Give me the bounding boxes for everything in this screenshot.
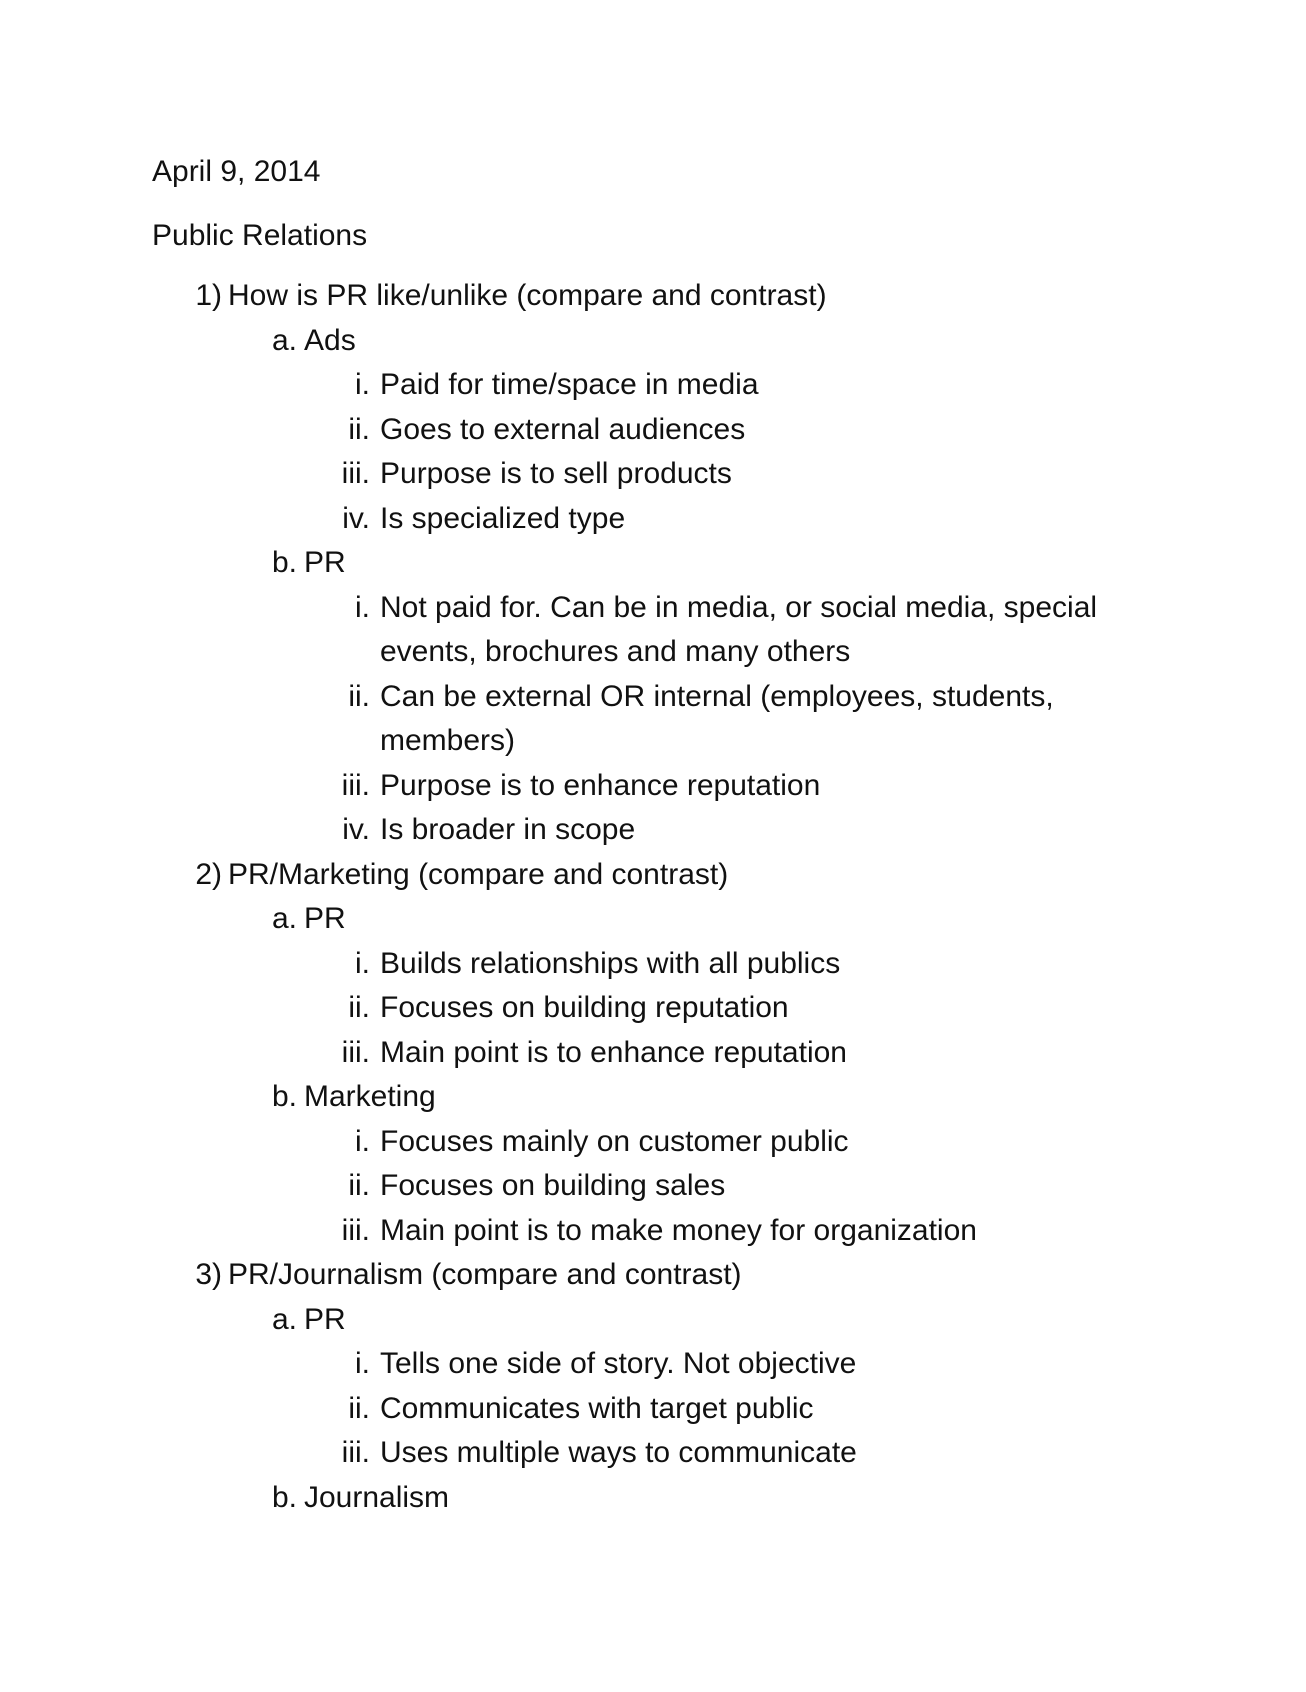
outline-item-text: Purpose is to enhance reputation: [380, 768, 821, 802]
outline-heading: PR/Marketing (compare and contrast): [228, 857, 729, 891]
outline-roman: ii.: [348, 679, 370, 713]
outline-roman: i.: [355, 946, 370, 980]
outline-roman: iii.: [341, 768, 370, 802]
outline-item-text: events, brochures and many others: [380, 635, 851, 668]
outline-item-text: Tells one side of story. Not objective: [380, 1347, 857, 1380]
outline-number: 3): [195, 1258, 222, 1291]
outline-item-text: Focuses on building sales: [380, 1169, 726, 1202]
outline-roman: i.: [355, 1124, 370, 1158]
outline-item-text: Main point is to enhance reputation: [380, 1035, 847, 1069]
outline-subheading: PR: [304, 1302, 346, 1336]
outline-number: 1): [195, 279, 222, 312]
outline-roman: ii.: [348, 1169, 370, 1202]
outline-roman: i.: [355, 1347, 370, 1380]
outline-roman: iii.: [341, 457, 370, 490]
outline-heading: How is PR like/unlike (compare and contrast): [228, 279, 827, 312]
outline-letter: a.: [271, 323, 297, 357]
document-title: Public Relations: [152, 219, 368, 252]
outline-roman: i.: [355, 590, 370, 624]
outline-subheading: Marketing: [304, 1080, 436, 1113]
outline-item-text: Not paid for. Can be in media, or social media, special: [380, 590, 1098, 624]
outline-item-text: Is specialized type: [380, 501, 626, 535]
outline-roman: iii.: [341, 1035, 370, 1069]
outline-roman: ii.: [348, 1391, 370, 1425]
outline-item-text: members): [380, 724, 516, 757]
outline-item-text: Focuses mainly on customer public: [380, 1124, 849, 1158]
outline-item-text: Can be external OR internal (employees, students,: [380, 679, 1054, 713]
outline-item-text: Paid for time/space in media: [380, 368, 759, 401]
outline-letter: b.: [271, 1480, 297, 1514]
outline-letter: b.: [271, 546, 297, 579]
outline-subheading: Journalism: [304, 1480, 450, 1514]
outline-roman: ii.: [348, 991, 370, 1024]
outline-subheading: Ads: [304, 323, 356, 357]
outline-item-text: Uses multiple ways to communicate: [380, 1436, 857, 1469]
outline-letter: a.: [271, 1302, 297, 1336]
outline-item-text: Main point is to make money for organization: [380, 1213, 977, 1247]
outline-item-text: Builds relationships with all publics: [380, 946, 841, 980]
outline-roman: iii.: [341, 1436, 370, 1469]
outline-roman: ii.: [348, 412, 370, 446]
outline-roman: iv.: [342, 813, 370, 846]
outline-roman: iv.: [342, 501, 370, 535]
outline-item-text: Is broader in scope: [380, 813, 636, 846]
document-date: April 9, 2014: [152, 155, 321, 188]
outline-subheading: PR: [304, 546, 346, 579]
outline-roman: iii.: [341, 1213, 370, 1247]
outline-heading: PR/Journalism (compare and contrast): [228, 1258, 742, 1291]
outline-item-text: Focuses on building reputation: [380, 991, 789, 1024]
outline-letter: b.: [271, 1080, 297, 1113]
outline-item-text: Communicates with target public: [380, 1391, 814, 1425]
outline-item-text: Purpose is to sell products: [380, 457, 732, 490]
outline-subheading: PR: [304, 902, 346, 935]
outline-letter: a.: [271, 902, 297, 935]
outline-number: 2): [195, 857, 222, 891]
outline-item-text: Goes to external audiences: [380, 412, 746, 446]
outline-roman: i.: [355, 368, 370, 401]
